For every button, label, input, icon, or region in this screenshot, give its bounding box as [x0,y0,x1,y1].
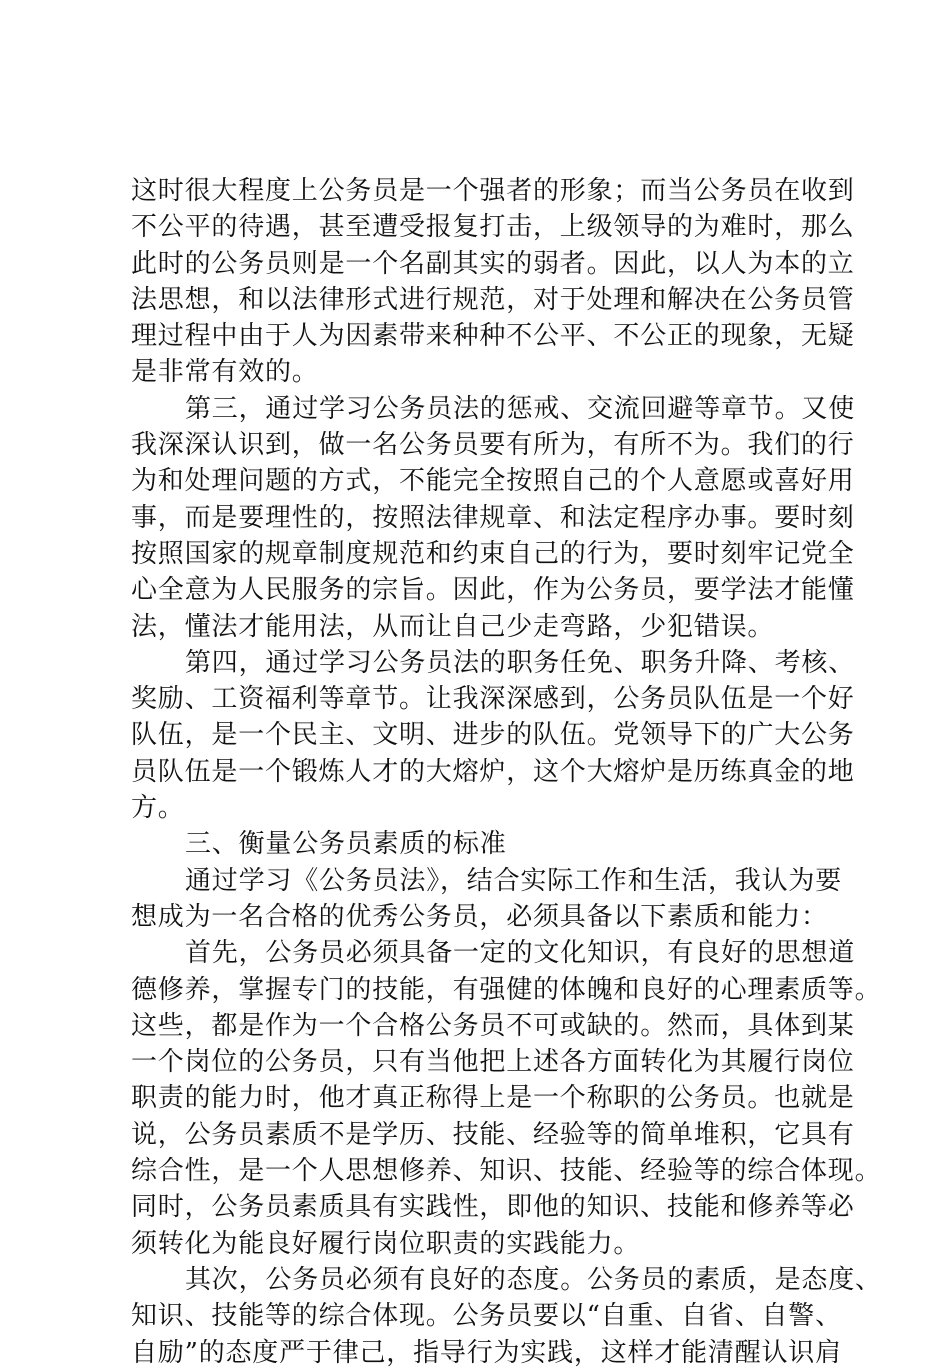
text-line: 是非常有效的。 [131,357,319,388]
text-line: 心全意为人民服务的宗旨。因此，作为公务员，要学法才能懂 [131,575,855,606]
text-line: 队伍，是一个民主、文明、进步的队伍。党领导下的广大公务 [131,720,855,751]
text-line: 奖励、工资福利等章节。让我深深感到，公务员队伍是一个好 [131,684,855,715]
text-line: 法思想，和以法律形式进行规范，对于处理和解决在公务员管 [131,284,855,315]
text-line: 一个岗位的公务员，只有当他把上述各方面转化为其履行岗位 [131,1047,855,1078]
text-line: 德修养，掌握专门的技能，有强健的体魄和良好的心理素质等。 [131,974,882,1005]
text-line: 这时很大程度上公务员是一个强者的形象；而当公务员在收到 [131,176,855,206]
text-line: 这些，都是作为一个合格公务员不可或缺的。然而，具体到某 [131,1010,855,1041]
text-line: 三、衡量公务员素质的标准 [185,829,507,860]
text-line: 为和处理问题的方式，不能完全按照自己的个人意愿或喜好用 [131,466,855,497]
text-line: 首先，公务员必须具备一定的文化知识，有良好的思想道 [185,938,856,969]
text-line: 第三，通过学习公务员法的惩戒、交流回避等章节。又使 [185,393,856,424]
text-line: 按照国家的规章制度规范和约束自己的行为，要时刻牢记党全 [131,538,855,569]
document-body-text [131,173,882,1371]
text-line: 综合性，是一个人思想修养、知识、技能、经验等的综合体现。 [131,1156,882,1187]
text-line: 须转化为能良好履行岗位职责的实践能力。 [131,1228,641,1259]
text-line: 此时的公务员则是一个名副其实的弱者。因此，以人为本的立 [131,248,855,279]
text-line: 我深深认识到，做一名公务员要有所为，有所不为。我们的行 [131,430,855,461]
text-line: 同时，公务员素质具有实践性，即他的知识、技能和修养等必 [131,1192,855,1223]
text-line: 第四，通过学习公务员法的职务任免、职务升降、考核、 [185,647,856,678]
text-line: 法，懂法才能用法，从而让自己少走弯路，少犯错误。 [131,611,775,642]
text-line: 其次，公务员必须有良好的态度。公务员的素质，是态度、 [185,1264,882,1295]
text-line: 知识、技能等的综合体现。公务员要以“自重、自省、自警、 [131,1301,842,1332]
text-line: 想成为一名合格的优秀公务员，必须具备以下素质和能力： [131,901,828,932]
text-line: 职责的能力时，他才真正称得上是一个称职的公务员。也就是 [131,1083,855,1114]
text-line: 说，公务员素质不是学历、技能、经验等的简单堆积，它具有 [131,1119,855,1150]
text-line: 员队伍是一个锻炼人才的大熔炉，这个大熔炉是历练真金的地 [131,756,855,787]
text-line: 理过程中由于人为因素带来种种不公平、不公正的现象，无疑 [131,321,855,352]
text-line: 事，而是要理性的，按照法律规章、和法定程序办事。要时刻 [131,502,855,533]
text-line: 方。 [131,793,185,824]
text-line: 自励”的态度严于律己，指导行为实践，这样才能清醒认识肩 [131,1337,842,1368]
text-line: 通过学习《公务员法》，结合实际工作和生活，我认为要 [185,865,843,896]
text-line: 不公平的待遇，甚至遭受报复打击，上级领导的为难时，那么 [131,212,855,243]
